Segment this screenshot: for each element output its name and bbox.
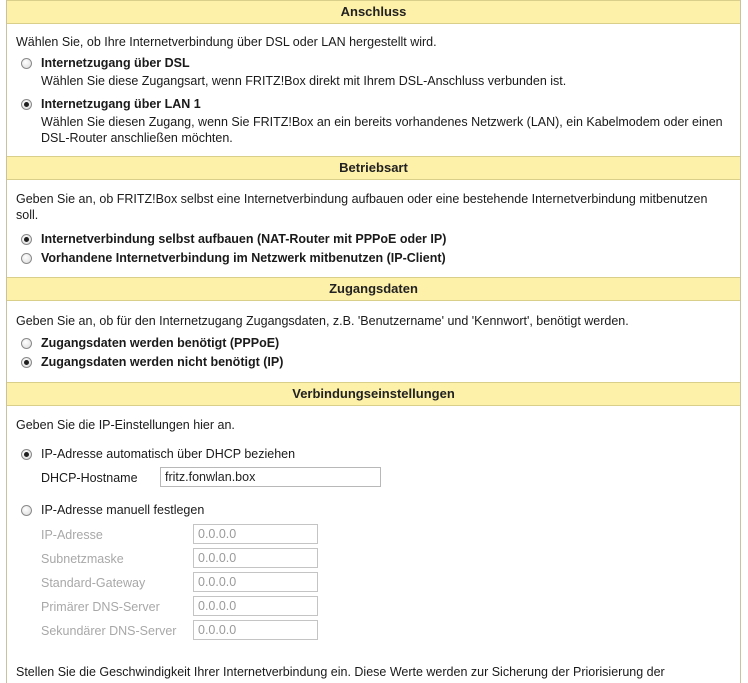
option-label-nat-router: Internetverbindung selbst aufbauen (NAT-Router mit PPPoE oder IP) (41, 232, 447, 246)
radio-dhcp[interactable] (21, 449, 32, 460)
dhcp-hostname-input[interactable]: fritz.fonwlan.box (160, 467, 381, 487)
dhcp-hostname-label: DHCP-Hostname (41, 471, 138, 485)
subnet-mask-input[interactable]: 0.0.0.0 (193, 548, 318, 568)
option-label-ip: Zugangsdaten werden nicht benötigt (IP) (41, 355, 284, 369)
settings-panel (6, 0, 741, 683)
option-desc-dsl: Wählen Sie diese Zugangsart, wenn FRITZ!Box direkt mit Ihrem DSL-Anschluss verbunden ist. (41, 74, 567, 88)
option-label-lan1: Internetzugang über LAN 1 (41, 97, 201, 111)
anschluss-intro: Wählen Sie, ob Ihre Internetverbindung über DSL oder LAN hergestellt wird. (16, 35, 437, 49)
section-header-anschluss: Anschluss (7, 0, 740, 24)
primary-dns-label: Primärer DNS-Server (41, 600, 160, 614)
radio-ip-client[interactable] (21, 253, 32, 264)
ip-address-label: IP-Adresse (41, 528, 103, 542)
radio-ip[interactable] (21, 357, 32, 368)
option-label-dhcp: IP-Adresse automatisch über DHCP beziehen (41, 447, 296, 461)
betriebsart-intro: Geben Sie an, ob FRITZ!Box selbst eine Internetverbindung aufbauen oder eine bestehende Internetverbindung mitbenutzen soll. (16, 192, 708, 222)
zugangsdaten-intro: Geben Sie an, ob für den Internetzugang Zugangsdaten, z.B. 'Benutzername' und 'Kennwort', benötigt werden. (16, 314, 629, 328)
secondary-dns-label: Sekundärer DNS-Server (41, 624, 177, 638)
option-label-dsl: Internetzugang über DSL (41, 56, 190, 70)
subnet-mask-label: Subnetzmaske (41, 552, 124, 566)
option-label-manual-ip: IP-Adresse manuell festlegen (41, 503, 205, 517)
verbindung-intro: Geben Sie die IP-Einstellungen hier an. (16, 418, 235, 432)
radio-dsl[interactable] (21, 58, 32, 69)
section-header-zugangsdaten: Zugangsdaten (7, 277, 740, 301)
option-label-pppoe: Zugangsdaten werden benötigt (PPPoE) (41, 336, 280, 350)
section-header-betriebsart: Betriebsart (7, 156, 740, 180)
primary-dns-input[interactable]: 0.0.0.0 (193, 596, 318, 616)
secondary-dns-input[interactable]: 0.0.0.0 (193, 620, 318, 640)
speed-intro: Stellen Sie die Geschwindigkeit Ihrer Internetverbindung ein. Diese Werte werden zur Sicherung der Priorisierung der (16, 665, 665, 679)
radio-pppoe[interactable] (21, 338, 32, 349)
section-header-verbindung: Verbindungseinstellungen (7, 382, 740, 406)
gateway-input[interactable]: 0.0.0.0 (193, 572, 318, 592)
option-desc-lan1: Wählen Sie diesen Zugang, wenn Sie FRITZ!Box an ein bereits vorhandenes Netzwerk (LAN), ein Kabelmodem oder einen DSL-Router anschließen möchten. (41, 115, 723, 145)
radio-lan1[interactable] (21, 99, 32, 110)
radio-manual-ip[interactable] (21, 505, 32, 516)
ip-address-input[interactable]: 0.0.0.0 (193, 524, 318, 544)
option-label-ip-client: Vorhandene Internetverbindung im Netzwerk mitbenutzen (IP-Client) (41, 251, 446, 265)
gateway-label: Standard-Gateway (41, 576, 146, 590)
radio-nat-router[interactable] (21, 234, 32, 245)
